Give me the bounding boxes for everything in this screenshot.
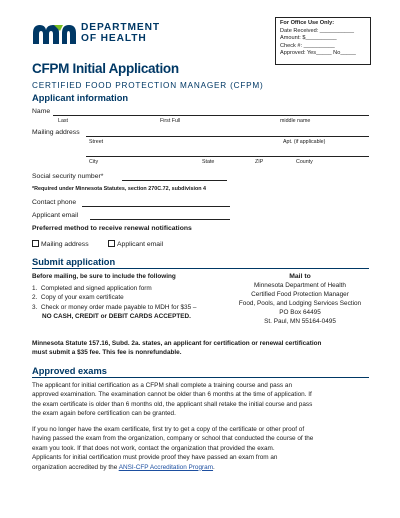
office-use-box xyxy=(275,17,371,65)
contact-phone-field[interactable] xyxy=(82,206,230,207)
mail-to-heading: Mail to xyxy=(289,273,311,280)
logo-line-2: OF HEALTH xyxy=(81,32,147,44)
checklist-item-note: NO CASH, CREDIT or DEBIT CARDS ACCEPTED. xyxy=(42,313,191,321)
checklist-item: 1. Completed and signed application form xyxy=(32,285,152,292)
applicant-email-field[interactable] xyxy=(90,219,230,220)
mdh-logo xyxy=(32,22,182,46)
section-divider xyxy=(32,268,369,269)
renewal-option-mail[interactable] xyxy=(32,240,89,248)
mail-to-line: St. Paul, MN 55164-0495 xyxy=(264,318,336,325)
contact-phone-label: Contact phone xyxy=(32,199,77,206)
name-field[interactable] xyxy=(53,115,369,116)
city-state-zip-field[interactable] xyxy=(86,156,369,157)
name-sub-first: First Full xyxy=(160,118,181,124)
mail-to-block xyxy=(230,273,370,326)
checklist-item: 2. Copy of your exam certificate xyxy=(32,294,124,302)
ssn-note: *Required under Minnesota Statutes, section 270C.72, subdivision 4 xyxy=(32,186,207,192)
applicant-info-heading: Applicant information xyxy=(32,93,129,103)
renewal-method-heading: Preferred method to receive renewal notifications xyxy=(32,225,192,232)
renewal-option-mail-label: Mailing address xyxy=(41,241,89,248)
page-title: CFPM Initial Application xyxy=(32,61,179,76)
section-divider xyxy=(32,377,369,378)
office-amount: Amount: $__________ xyxy=(280,35,337,42)
renewal-option-email[interactable] xyxy=(108,240,163,248)
exams-paragraph-2: If you no longer have the exam certificate, first try to get a copy of the certificate or other proof of having passed the exam from the organization, company or school that conducted the course of the exam you took. If that does not work, contact the organization that provided the exam. Applicants for initial certification must provide proof they have passed an exam from an organization accredited by the ANSI-CFP Accreditation Program. xyxy=(32,426,314,471)
mail-to-address xyxy=(230,281,370,326)
ansi-cfp-link[interactable]: ANSI-CFP Accreditation Program xyxy=(118,463,214,471)
submit-application-heading: Submit application xyxy=(32,257,116,267)
office-approved: Approved: Yes_____ No_____ xyxy=(280,50,356,57)
mail-to-line: Certified Food Protection Manager xyxy=(251,291,349,298)
office-date-received: Date Received: ___________ xyxy=(280,27,355,34)
street-field[interactable] xyxy=(86,136,369,137)
checklist-item: 3. Check or money order made payable to MDH for $35 – xyxy=(32,303,197,311)
apt-sub: Apt. (if applicable) xyxy=(283,139,326,145)
renewal-option-email-label: Applicant email xyxy=(117,241,164,248)
mailing-address-label: Mailing address xyxy=(32,129,80,136)
ssn-field[interactable] xyxy=(122,180,227,181)
city-sub: City xyxy=(89,159,99,165)
logo-line-1: DEPARTMENT xyxy=(81,22,160,33)
logo-text xyxy=(81,23,160,44)
exams-paragraph-1: The applicant for initial certification as a CFPM shall complete a training course and pass an approved examination. The examination cannot be older than 6 months at the time of application. If the exam certificate is older than 6 months old, the applicant shall retake the initial course and pass the exam again before certification can be granted. xyxy=(32,382,313,418)
checklist xyxy=(32,284,232,322)
applicant-email-label: Applicant email xyxy=(32,212,79,219)
mail-to-line: PO Box 64495 xyxy=(279,309,321,316)
zip-sub: ZIP xyxy=(255,159,264,165)
state-sub: State xyxy=(202,159,215,165)
before-mailing-intro: Before mailing, be sure to include the following xyxy=(32,273,176,280)
county-sub: County xyxy=(296,159,313,165)
office-check-number: Check #: __________ xyxy=(280,42,335,49)
mail-to-line: Food, Pools, and Lodging Services Section xyxy=(238,300,362,307)
office-use-heading: For Office Use Only: xyxy=(280,20,335,26)
mail-to-line: Minnesota Department of Health xyxy=(253,282,346,289)
approved-exams-heading: Approved exams xyxy=(32,366,107,376)
ssn-label: Social security number* xyxy=(32,173,104,180)
name-sub-last: Last xyxy=(58,118,69,124)
applicant-email-checkbox[interactable] xyxy=(108,240,115,247)
street-sub: Street xyxy=(89,139,104,145)
mdh-logo-mark-icon xyxy=(32,24,77,44)
name-label: Name xyxy=(32,108,51,115)
name-sub-middle: middle name xyxy=(280,118,311,124)
mailing-address-checkbox[interactable] xyxy=(32,240,39,247)
statute-note: Minnesota Statute 157.16, Subd. 2a. states, an applicant for certification or renewal certification must submit a $35 fee. This fee is nonrefundable. xyxy=(32,340,322,357)
page-subtitle: CERTIFIED FOOD PROTECTION MANAGER (CFPM) xyxy=(32,81,264,90)
